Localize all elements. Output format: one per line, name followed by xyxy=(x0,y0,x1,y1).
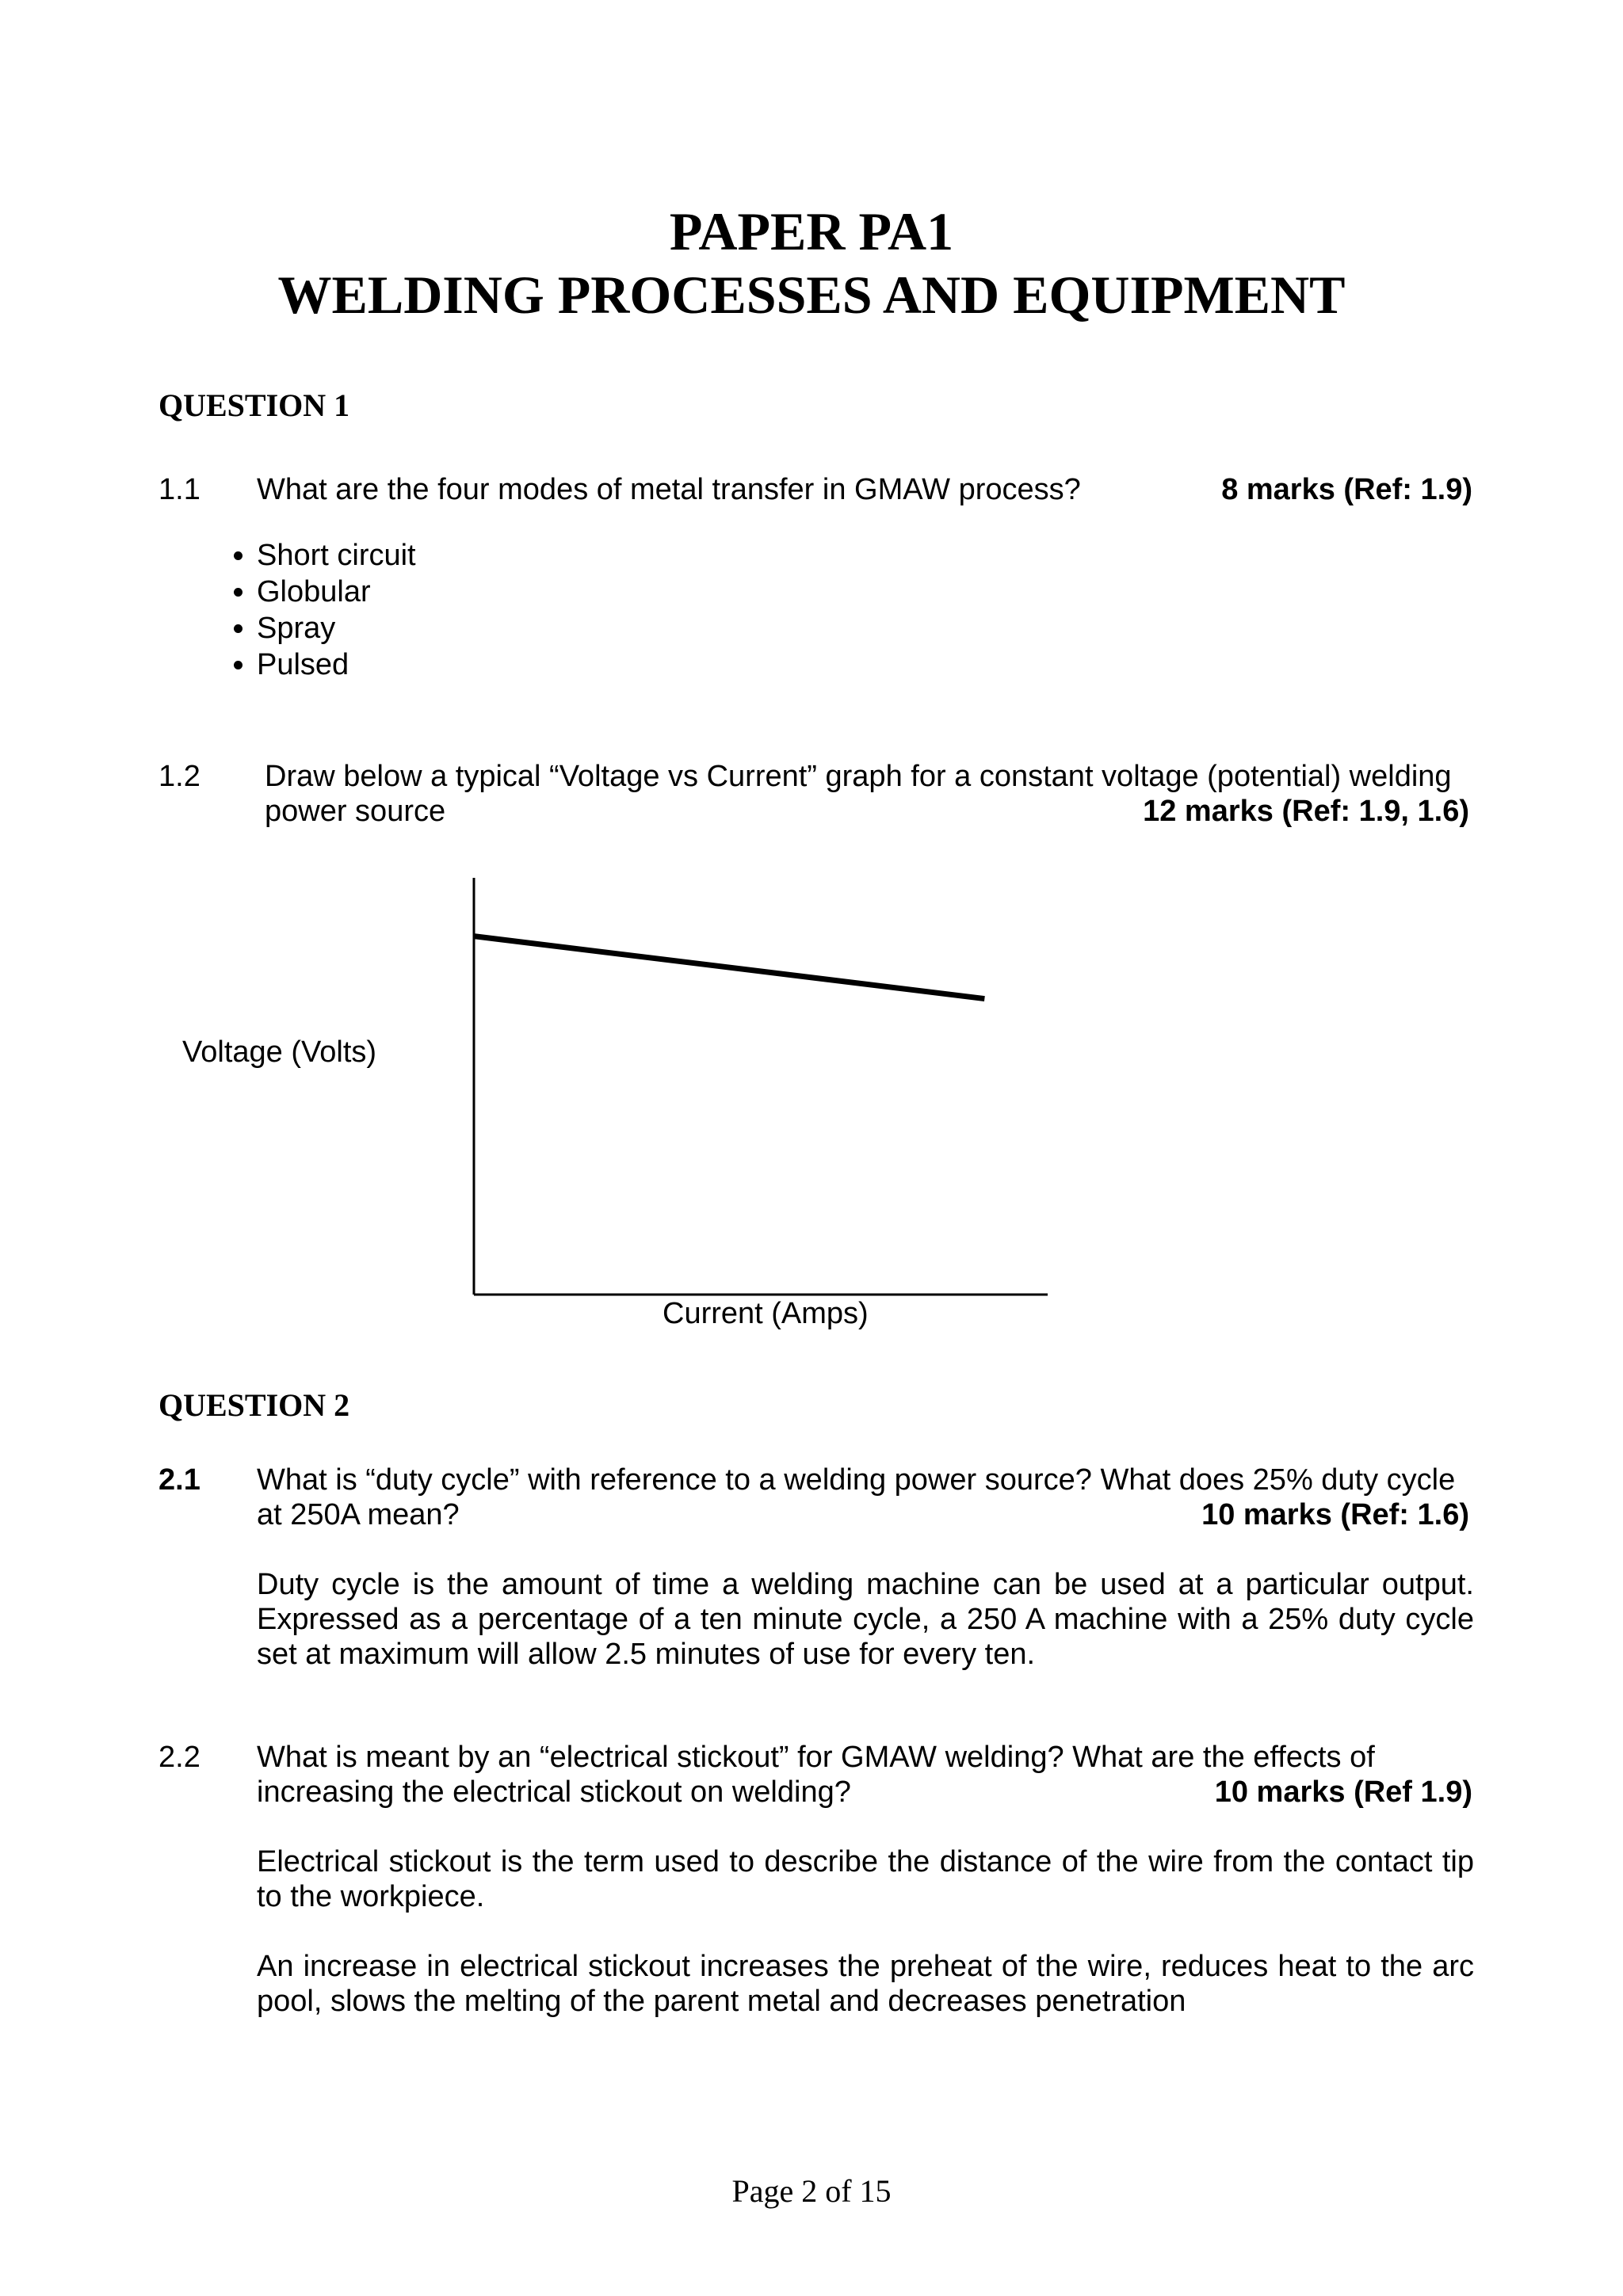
q2-2-answer-2: An increase in electrical stickout increases the preheat of the wire, reduces heat to the arc pool, slows the melting of the parent metal and decreases penetration xyxy=(257,1950,1474,2018)
list-item: • Short circuit xyxy=(257,537,416,574)
q2-1-text-line1: What is “duty cycle” with reference to a welding power source? What does 25% duty cycle xyxy=(257,1463,1456,1497)
q2-1-marks: 10 marks (Ref: 1.6) xyxy=(1201,1498,1469,1531)
q1-2-marks: 12 marks (Ref: 1.9, 1.6) xyxy=(1143,795,1469,828)
q1-1-number: 1.1 xyxy=(158,473,200,506)
page-number: Page 2 of 15 xyxy=(731,2173,892,2209)
list-item: • Pulsed xyxy=(257,646,416,683)
q1-2-text-line1: Draw below a typical “Voltage vs Current” graph for a constant voltage (potential) welding xyxy=(265,760,1452,793)
q2-1-answer: Duty cycle is the amount of time a welding machine can be used at a particular output. Expressed as a percentage of a ten minute cycle, a 250 A machine with a 25% duty cycle set at maximum will allow 2.5 minutes of use for every ten. xyxy=(257,1568,1474,1671)
paper-subtitle: WELDING PROCESSES AND EQUIPMENT xyxy=(277,265,1346,325)
q1-1-marks: 8 marks (Ref: 1.9) xyxy=(1221,473,1472,506)
chart-ylabel: Voltage (Volts) xyxy=(182,1035,377,1069)
paper-title: PAPER PA1 xyxy=(669,201,954,261)
q1-2-text-line2: power source xyxy=(265,795,446,828)
chart-xlabel: Current (Amps) xyxy=(663,1297,869,1330)
q2-2-answer-1: Electrical stickout is the term used to describe the distance of the wire from the contact tip to the workpiece. xyxy=(257,1845,1474,1913)
q2-2-text-line2: increasing the electrical stickout on welding? xyxy=(257,1775,851,1809)
q2-2-marks: 10 marks (Ref 1.9) xyxy=(1214,1775,1472,1809)
list-item: • Globular xyxy=(257,574,416,610)
question-1-heading: QUESTION 1 xyxy=(158,387,350,423)
q2-1-number: 2.1 xyxy=(158,1463,200,1497)
voltage-current-line-0 xyxy=(474,936,984,999)
q1-1-text: What are the four modes of metal transfer in GMAW process? xyxy=(257,473,1081,506)
q2-2-text-line1: What is meant by an “electrical stickout” for GMAW welding? What are the effects of xyxy=(257,1741,1375,1774)
list-item: • Spray xyxy=(257,610,416,646)
question-2-heading: QUESTION 2 xyxy=(158,1387,350,1423)
q2-1-text-line2: at 250A mean? xyxy=(257,1498,460,1531)
q2-2-number: 2.2 xyxy=(158,1741,200,1774)
q1-2-number: 1.2 xyxy=(158,760,200,793)
